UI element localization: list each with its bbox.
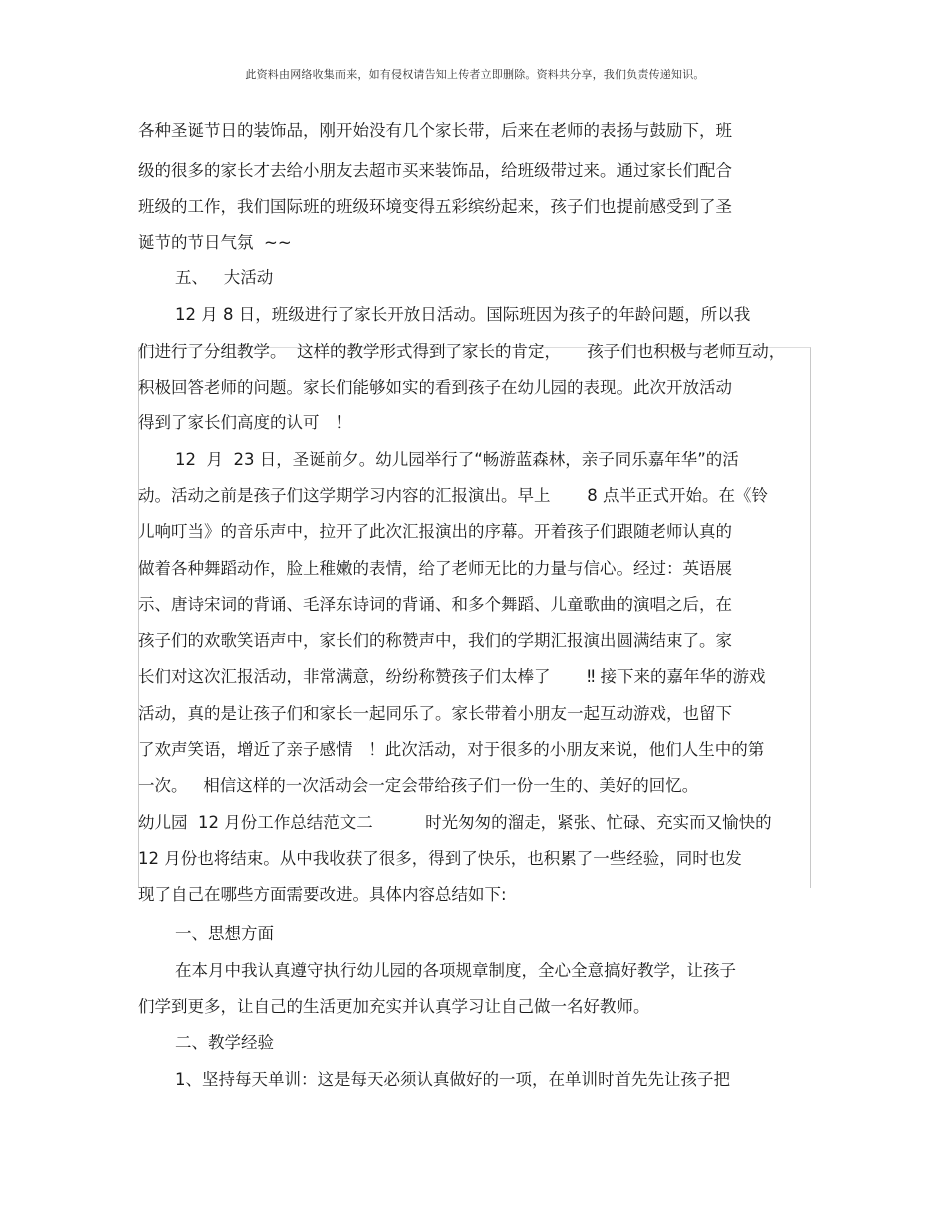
text-line: 孩子们的欢歌笑语声中，家长们的称赞声中，我们的学期汇报演出圆满结束了。家 bbox=[138, 631, 732, 650]
text-line: 活动，真的是让孩子们和家长一起同乐了。家长带着小朋友一起互动游戏，也留下 bbox=[138, 704, 732, 723]
text-line: 做着各种舞蹈动作，脸上稚嫩的表情，给了老师无比的力量与信心。经过：英语展 bbox=[138, 559, 732, 578]
text-line: 1、坚持每天单训：这是每天必须认真做好的一项，在单训时首先先让孩子把 bbox=[175, 1070, 730, 1089]
text-line: 儿响叮当》的音乐声中，拉开了此次汇报演出的序幕。开着孩子们跟随老师认真的 bbox=[138, 522, 732, 541]
text-line: 12 月 8 日，班级进行了家长开放日活动。国际班因为孩子的年龄问题，所以我 bbox=[175, 305, 751, 324]
text-line: 诞节的节日气氛 ~~ bbox=[138, 233, 292, 252]
text-line: 了欢声笑语，增近了亲子感情 ！此次活动，对于很多的小朋友来说，他们人生中的第 bbox=[138, 740, 765, 759]
text-line: 班级的工作，我们国际班的班级环境变得五彩缤纷起来，孩子们也提前感受到了圣 bbox=[138, 197, 732, 216]
text-line: 12 月份也将结束。从中我收获了很多，得到了快乐，也积累了一些经验，同时也发 bbox=[138, 849, 742, 868]
section-heading: 五、 大活动 bbox=[175, 268, 274, 287]
text-line: 一次。 相信这样的一次活动会一定会带给孩子们一份一生的、美好的回忆。 bbox=[138, 776, 699, 795]
text-line: 动。活动之前是孩子们这学期学习内容的汇报演出。早上 8 点半正式开始。在《铃 bbox=[138, 486, 768, 505]
section-title-line: 幼儿园 12 月份工作总结范文二 时光匆匆的溜走，紧张、忙碌、充实而又愉快的 bbox=[138, 813, 772, 832]
section-heading: 二、教学经验 bbox=[175, 1033, 274, 1052]
text-line: 们进行了分组教学。 这样的教学形式得到了家长的肯定， 孩子们也积极与老师互动， bbox=[138, 342, 786, 361]
header-notice: 此资料由网络收集而来，如有侵权请告知上传者立即删除。资料共分享，我们负责传递知识。 bbox=[245, 68, 705, 81]
text-line: 示、唐诗宋词的背诵、毛泽东诗词的背诵、和多个舞蹈、儿童歌曲的演唱之后，在 bbox=[138, 595, 732, 614]
text-line: 12 月 23 日，圣诞前夕。幼儿园举行了“畅游蓝森林，亲子同乐嘉年华”的活 bbox=[175, 450, 739, 469]
text-line: 在本月中我认真遵守执行幼儿园的各项规章制度，全心全意搞好教学，让孩子 bbox=[175, 961, 736, 980]
text-line: 级的很多的家长才去给小朋友去超市买来装饰品，给班级带过来。通过家长们配合 bbox=[138, 161, 732, 180]
text-line: 长们对这次汇报活动，非常满意，纷纷称赞孩子们太棒了 ‼ 接下来的嘉年华的游戏 bbox=[138, 667, 766, 686]
text-line: 们学到更多，让自己的生活更加充实并认真学习让自己做一名好教师。 bbox=[138, 997, 650, 1016]
section-heading: 一、思想方面 bbox=[175, 924, 274, 943]
text-line: 得到了家长们高度的认可 ！ bbox=[138, 413, 352, 432]
text-line: 积极回答老师的问题。家长们能够如实的看到孩子在幼儿园的表现。此次开放活动 bbox=[138, 378, 732, 397]
text-line: 各种圣诞节日的装饰品，刚开始没有几个家长带，后来在老师的表扬与鼓励下，班 bbox=[138, 121, 732, 140]
text-line: 现了自己在哪些方面需要改进。具体内容总结如下: bbox=[138, 885, 507, 904]
